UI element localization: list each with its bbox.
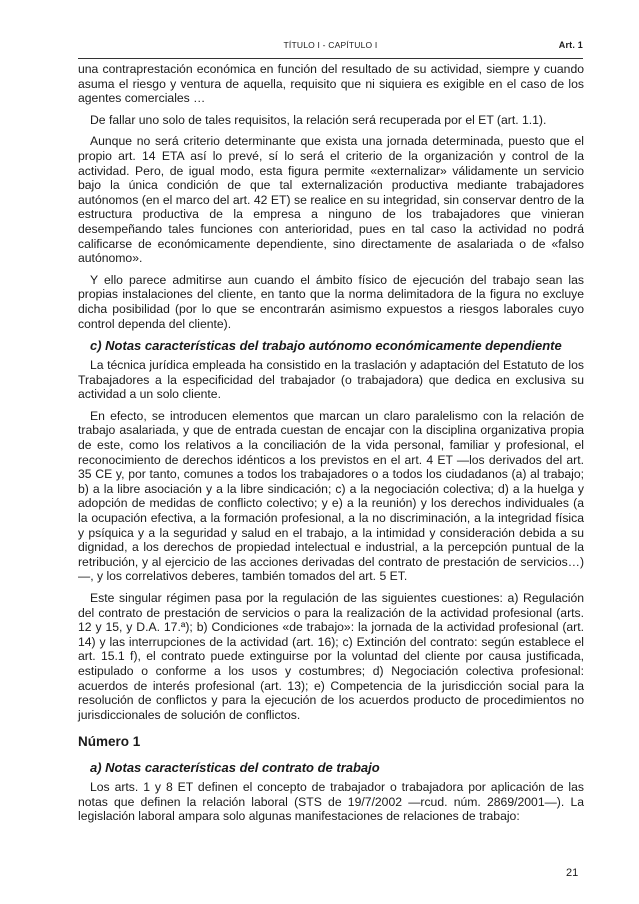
paragraph: una contraprestación económica en función del resultado de su actividad, siempre y cuando asuma el riesgo y ventura de aquella, requisito que ni siquiera es exigible en el caso de los agentes comerciales …: [78, 62, 584, 106]
body-text: [78, 62, 584, 831]
section-heading-c: c) Notas características del trabajo autónomo económicamente dependiente: [90, 338, 562, 354]
paragraph: La técnica jurídica empleada ha consistido en la traslación y adaptación del Estatuto de los Trabajadores a la especificidad del trabajador (o trabajadora) que dedica en exclusiva su actividad a un solo cliente.: [78, 358, 584, 402]
paragraph: Aunque no será criterio determinante que exista una jornada determinada, puesto que el propio art. 14 ETA así lo prevé, sí lo será el criterio de la organización y control de la actividad. Pero, de igual modo, esta figura permite «externalizar» válidamente un servicio bajo la única condición de que tal externalización productiva mediante trabajadores autónomos (en el marco del art. 42 ET) se realice en su integridad, sin conservar dentro de la estructura productiva de la empresa a ninguno de los trabajadores que vinieran desempeñando tales funciones con anterioridad, pues en tal caso la actividad no podrá calificarse de económicamente dependiente, sino directamente de asalariada o de «falso autónomo».: [78, 134, 584, 266]
header-title: TÍTULO I - CAPÍTULO I: [283, 40, 378, 50]
header-article: Art. 1: [558, 40, 583, 50]
numero-heading: Número 1: [78, 734, 141, 750]
running-header: [78, 40, 583, 54]
paragraph: De fallar uno solo de tales requisitos, la relación será recuperada por el ET (art. 1.1).: [90, 112, 547, 127]
page-number: 21: [566, 867, 579, 879]
header-rule: [78, 58, 583, 59]
paragraph: En efecto, se introducen elementos que marcan un claro paralelismo con la relación de trabajo asalariada, y que de entrada cuestan de encajar con la disciplina organizativa propia de este, como los relativos a la conciliación de la vida personal, familiar y profesional, el reconocimiento de derechos idénticos a los previstos en el art. 4 ET —los derivados del art. 35 CE y, por tanto, comunes a todos los trabajadores o a todos los ciudadanos (a) al trabajo; b) a la libre asociación y a la libre sindicación; c) a la negociación colectiva; d) a la huelga y adopción de medidas de conflicto colectivo; y e) a la reunión) y los derechos individuales (a la ocupación efectiva, a la formación profesional, a la no discriminación, a la integridad física y psíquica y a la seguridad y salud en el trabajo, a la intimidad y consideración debida a su dignidad, a los derechos de propiedad intelectual e industrial, a la percepción puntual de la retribución, y al ejercicio de las acciones derivadas del contrato de prestación de servicios…)—, y los correlativos deberes, también tomados del art. 5 ET.: [78, 408, 584, 584]
paragraph: Y ello parece admitirse aun cuando el ámbito físico de ejecución del trabajo sean las propias instalaciones del cliente, en tanto que la norma delimitadora de la figura no excluye dicha posibilidad (por lo que se encontrarán asimismo expuestos a riesgos laborales cuyo control dependa del cliente).: [78, 272, 584, 331]
paragraph: Este singular régimen pasa por la regulación de las siguientes cuestiones: a) Regulación del contrato de prestación de servicios o para la realización de la actividad profesional (arts. 12 y 15, y D.A. 17.ª); b) Condiciones «de trabajo»: la jornada de la actividad profesional (art. 14) y las interrupciones de la actividad (art. 16); c) Extinción del contrato: según establece el art. 15.1 f), el contrato puede extinguirse por la voluntad del cliente por causa justificada, estipulado o conforme a los usos y costumbres; d) Negociación colectiva profesional: acuerdos de interés profesional (art. 13); e) Competencia de la jurisdicción social para la resolución de conflictos y para la ejecución de los acuerdos producto de procedimientos no jurisdiccionales de solución de conflictos.: [78, 591, 584, 722]
paragraph: Los arts. 1 y 8 ET definen el concepto de trabajador o trabajadora por aplicación de las notas que definen la relación laboral (STS de 19/7/2002 —rcud. núm. 2869/2001—). La legislación laboral ampara solo algunas manifestaciones de relaciones de trabajo:: [78, 779, 584, 824]
section-heading-a: a) Notas características del contrato de trabajo: [90, 759, 380, 775]
